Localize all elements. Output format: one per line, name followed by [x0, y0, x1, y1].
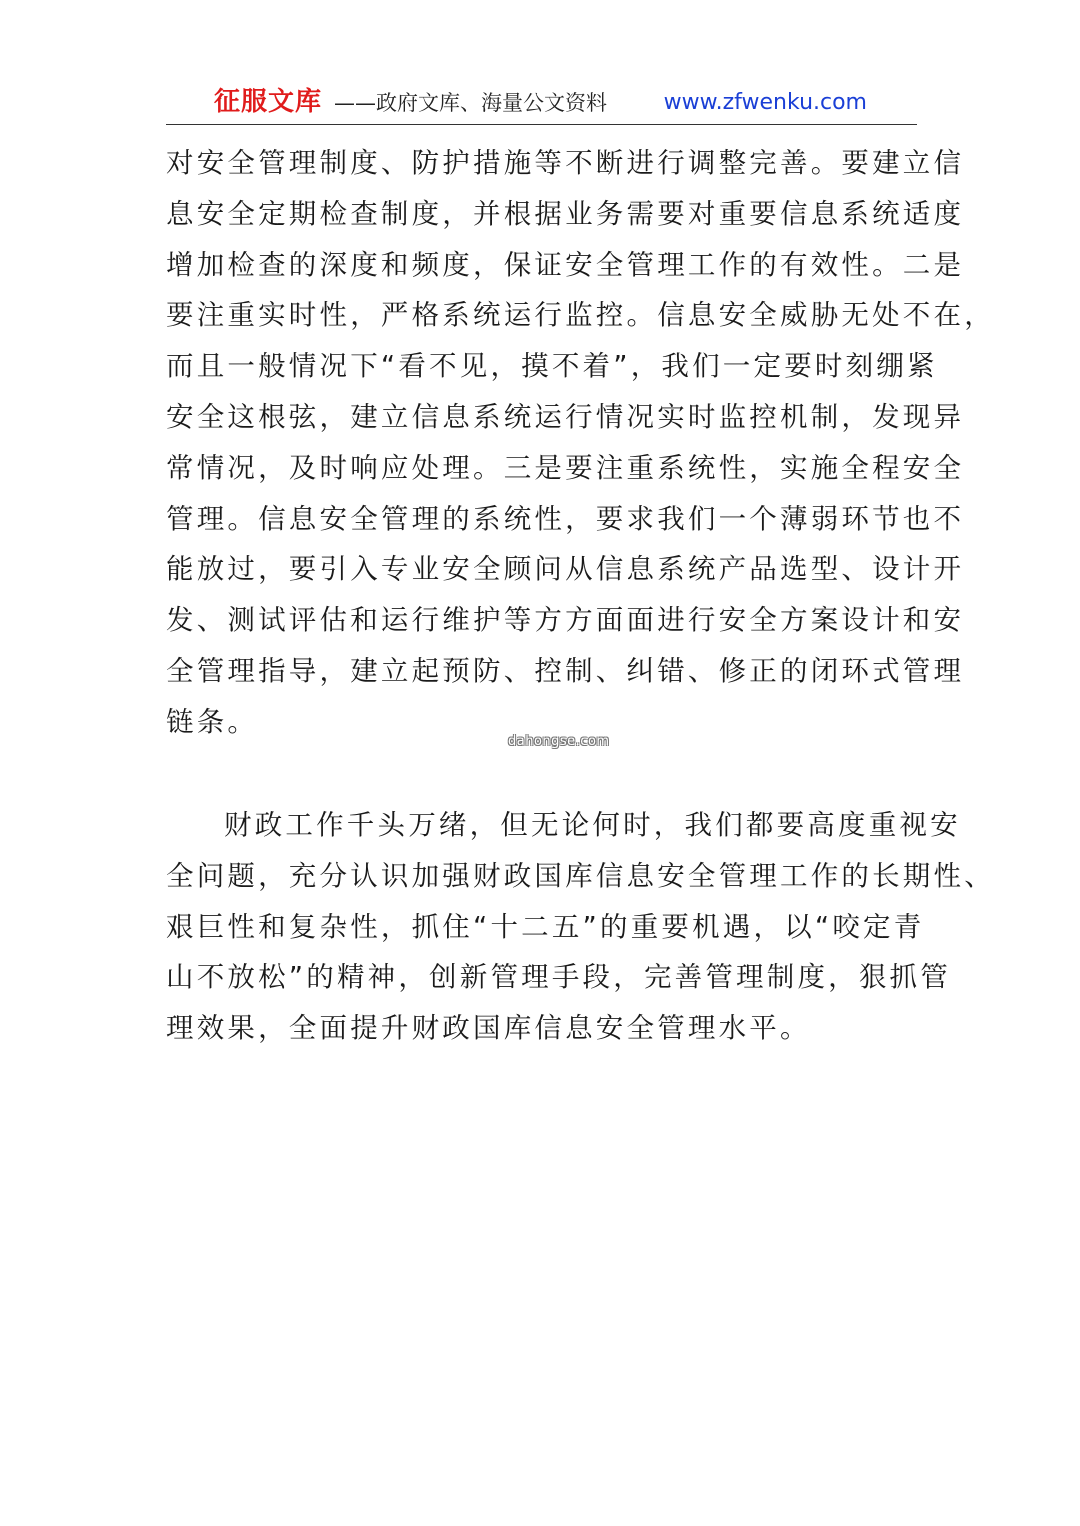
text-line: 增加检查的深度和频度，保证安全管理工作的有效性。二是 [166, 248, 965, 281]
watermark: dahongse.com [508, 734, 610, 749]
text-line: 息安全定期检查制度，并根据业务需要对重要信息系统适度 [166, 197, 965, 230]
header-tagline: ——政府文库、海量公文资料 [334, 91, 607, 115]
site-url-link[interactable]: www.zfwenku.com [663, 90, 867, 115]
text-line: 链条。 [166, 705, 259, 738]
text-line: 全管理指导，建立起预防、控制、纠错、修正的闭环式管理 [166, 654, 965, 687]
text-line: 要注重实时性，严格系统运行监控。信息安全威胁无处不在， [166, 299, 995, 332]
text-line: 管理。信息安全管理的系统性，要求我们一个薄弱环节也不 [166, 502, 965, 535]
text-line: 全问题，充分认识加强财政国库信息安全管理工作的长期性、 [166, 859, 995, 892]
page-header [166, 84, 917, 124]
text-line: 财政工作千头万绪，但无论何时，我们都要高度重视安 [224, 809, 961, 841]
text-line: 对安全管理制度、防护措施等不断进行调整完善。要建立信 [166, 147, 965, 179]
text-line: 山不放松”的精神，创新管理手段，完善管理制度，狠抓管 [166, 961, 951, 994]
paragraph-1 [166, 138, 995, 748]
text-line: 艰巨性和复杂性，抓住“十二五”的重要机遇，以“咬定青 [166, 910, 925, 943]
header-divider [166, 124, 917, 125]
text-line: 而且一般情况下“看不见，摸不着”，我们一定要时刻绷紧 [166, 350, 938, 383]
paragraph-2 [166, 800, 995, 1054]
text-line: 安全这根弦，建立信息系统运行情况实时监控机制，发现异 [166, 400, 965, 433]
text-line: 理效果，全面提升财政国库信息安全管理水平。 [166, 1012, 811, 1045]
text-line: 发、测试评估和运行维护等方方面面进行安全方案设计和安 [166, 604, 965, 637]
text-line: 常情况，及时响应处理。三是要注重系统性，实施全程安全 [166, 451, 965, 484]
text-line: 能放过，要引入专业安全顾问从信息系统产品选型、设计开 [166, 553, 965, 586]
brand-logo-text: 征服文库 [214, 87, 323, 117]
